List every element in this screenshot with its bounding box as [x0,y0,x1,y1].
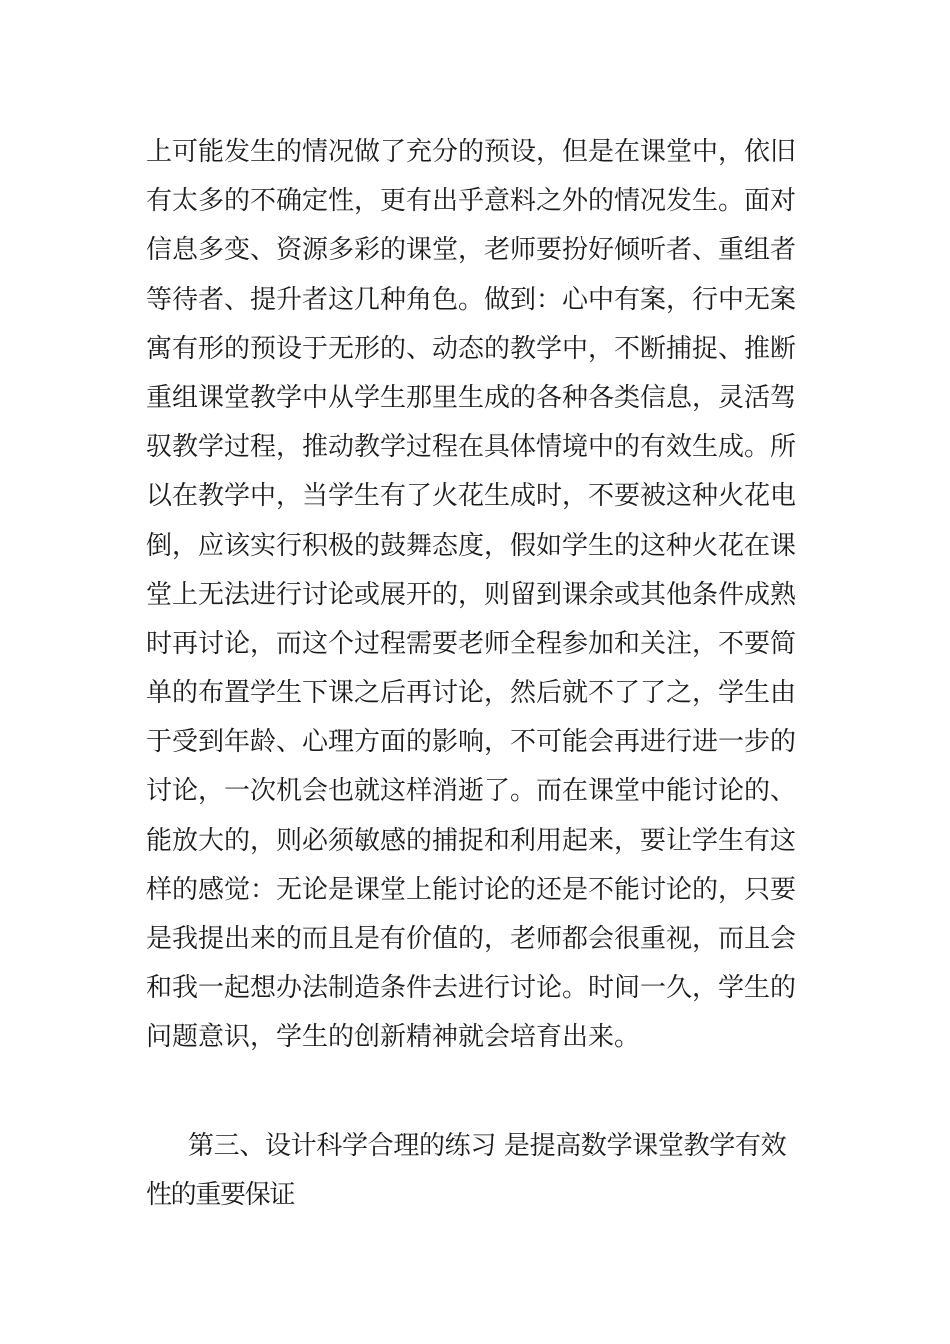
paragraph-line: 有太多的不确定性，更有出乎意料之外的情况发生。面对 [146,186,797,217]
paragraph-line: 讨论，一次机会也就这样消逝了。而在课堂中能讨论的、 [146,776,797,807]
paragraph-line: 信息多变、资源多彩的课堂，老师要扮好倾听者、重组者 [146,235,797,266]
paragraph-line: 单的布置学生下课之后再讨论，然后就不了了之，学生由 [146,678,797,709]
paragraph-line: 寓有形的预设于无形的、动态的教学中，不断捕捉、推断 [146,333,797,364]
paragraph-line: 样的感觉：无论是课堂上能讨论的还是不能讨论的，只要 [146,874,797,905]
section-heading-line: 性的重要保证 [146,1180,295,1211]
paragraph-line: 时再讨论，而这个过程需要老师全程参加和关注，不要简 [146,628,797,659]
section-heading [146,1122,826,1220]
paragraph-line: 和我一起想办法制造条件去进行讨论。时间一久，学生的 [146,973,797,1004]
paragraph-line: 以在教学中，当学生有了火花生成时，不要被这种火花电 [146,481,797,512]
body-paragraph [146,128,816,1063]
paragraph-line: 能放大的，则必须敏感的捕捉和利用起来，要让学生有这 [146,825,797,856]
paragraph-line: 于受到年龄、心理方面的影响，不可能会再进行进一步的 [146,727,797,758]
paragraph-line: 堂上无法进行讨论或展开的，则留到课余或其他条件成熟 [146,579,797,610]
paragraph-line: 等待者、提升者这几种角色。做到：心中有案，行中无案 [146,284,797,315]
paragraph-line: 重组课堂教学中从学生那里生成的各种各类信息，灵活驾 [146,382,797,413]
paragraph-line: 是我提出来的而且是有价值的，老师都会很重视，而且会 [146,924,797,954]
section-heading-line: 第三、设计科学合理的练习 是提高数学课堂教学有效 [188,1131,787,1161]
paragraph-line: 驭教学过程，推动教学过程在具体情境中的有效生成。所 [146,432,797,463]
paragraph-line: 问题意识，学生的创新精神就会培育出来。 [146,1022,641,1053]
paragraph-line: 上可能发生的情况做了充分的预设，但是在课堂中，依旧 [146,137,797,167]
paragraph-line: 倒，应该实行积极的鼓舞态度，假如学生的这种火花在课 [146,530,797,561]
